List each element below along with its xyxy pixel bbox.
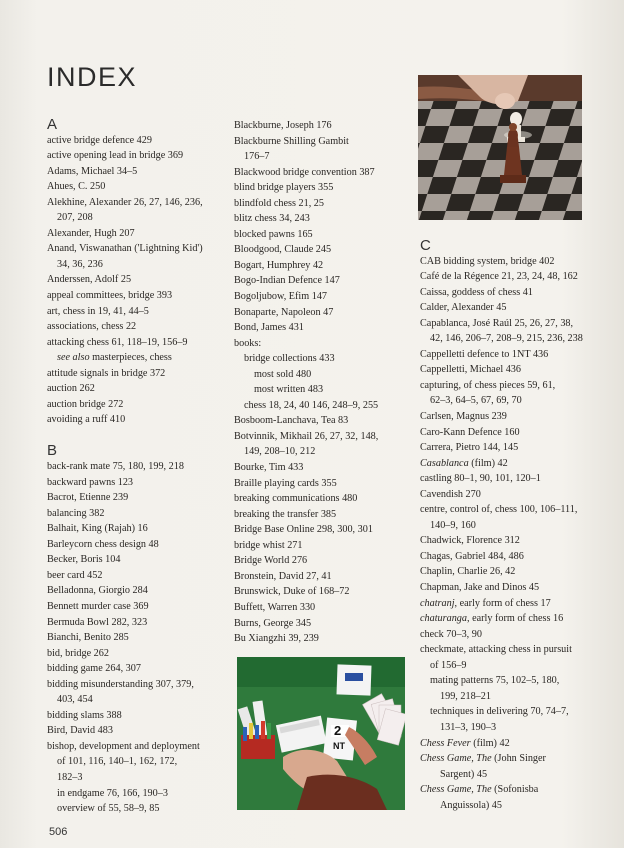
index-entry: balancing 382 xyxy=(47,507,105,519)
index-entry: Burns, George 345 xyxy=(234,617,312,629)
index-entry: associations, chess 22 xyxy=(47,321,137,333)
index-entry: avoiding a ruff 410 xyxy=(47,414,126,426)
index-entry-text: masterpieces, chess xyxy=(89,352,172,364)
index-entry xyxy=(420,782,610,798)
index-entry-continuation: 140–9, 160 xyxy=(430,519,476,531)
index-entry: Cavendish 270 xyxy=(420,488,481,500)
index-entry-italic: Chess Game, The xyxy=(420,784,492,796)
index-entry: centre, control of, chess 100, 106–111, xyxy=(420,504,578,516)
index-subentry: chess 18, 24, 40 146, 248–9, 255 xyxy=(244,399,379,411)
section-letter: A xyxy=(47,116,58,133)
index-subentry: most sold 480 xyxy=(254,368,312,380)
index-entry: blocked pawns 165 xyxy=(234,228,313,240)
index-subentry: in endgame 76, 166, 190–3 xyxy=(57,787,168,799)
index-entry: blindfold chess 21, 25 xyxy=(234,197,324,209)
index-entry: blitz chess 34, 243 xyxy=(234,213,310,225)
section-letter: C xyxy=(420,237,431,254)
index-entry xyxy=(420,751,610,767)
index-entry xyxy=(47,350,225,366)
index-subentry: mating patterns 75, 102–5, 180, xyxy=(430,675,560,687)
index-entry: auction bridge 272 xyxy=(47,398,124,410)
index-column-3 xyxy=(420,238,610,813)
index-entry-italic: chatranj xyxy=(420,597,455,609)
index-entry: Balhait, King (Rajah) 16 xyxy=(47,523,148,535)
index-entry: Bird, David 483 xyxy=(47,725,113,737)
index-entry: Bond, James 431 xyxy=(234,322,304,334)
index-entry: backward pawns 123 xyxy=(47,476,134,488)
index-entry: Becker, Boris 104 xyxy=(47,554,121,566)
index-entry-text: (film) 42 xyxy=(470,737,510,749)
index-entry: blind bridge players 355 xyxy=(234,182,334,194)
index-entry-text: , early form of chess 17 xyxy=(454,597,551,609)
index-entry: Carlsen, Magnus 239 xyxy=(420,411,507,423)
index-entry: Chagas, Gabriel 484, 486 xyxy=(420,550,524,562)
index-entry: bidding game 264, 307 xyxy=(47,663,141,675)
index-entry-italic: see also xyxy=(57,352,90,364)
index-entry: capturing, of chess pieces 59, 61, xyxy=(420,379,556,391)
index-entry: Barleycorn chess design 48 xyxy=(47,538,159,550)
index-entry: Bogoljubow, Efim 147 xyxy=(234,291,328,303)
index-entry: books: xyxy=(234,337,262,349)
page-number: 506 xyxy=(49,826,68,838)
index-entry: bidding misunderstanding 307, 379, xyxy=(47,678,194,690)
index-entry: back-rank mate 75, 180, 199, 218 xyxy=(47,461,184,473)
index-entry: Carrera, Pietro 144, 145 xyxy=(420,442,519,454)
index-entry: bid, bridge 262 xyxy=(47,647,109,659)
index-entry-italic: Chess Game, The xyxy=(420,753,492,765)
index-entry: bridge whist 271 xyxy=(234,539,303,551)
index-column-2 xyxy=(234,118,416,647)
index-subentry: overview of 55, 58–9, 85 xyxy=(57,803,160,815)
index-entry: CAB bidding system, bridge 402 xyxy=(420,255,555,267)
index-entry: art, chess in 19, 41, 44–5 xyxy=(47,305,149,317)
bridge-photo xyxy=(237,657,405,810)
index-entry: Bennett murder case 369 xyxy=(47,600,149,612)
index-entry: Chaplin, Charlie 26, 42 xyxy=(420,566,516,578)
index-entry: beer card 452 xyxy=(47,569,103,581)
index-entry: Blackburne Shilling Gambit xyxy=(234,135,349,147)
index-entry: Caissa, goddess of chess 41 xyxy=(420,286,533,298)
index-entry-continuation: Sargent) 45 xyxy=(440,768,488,780)
index-entry-continuation: of 101, 116, 140–1, 162, 172, xyxy=(57,756,178,768)
index-subentry: bridge collections 433 xyxy=(244,353,335,365)
index-entry-text: (John Singer xyxy=(491,753,546,765)
index-entry: Blackwood bridge convention 387 xyxy=(234,166,375,178)
section-gap xyxy=(47,428,225,444)
index-entry: attacking chess 61, 118–19, 156–9 xyxy=(47,336,188,348)
index-entry: Caro-Kann Defence 160 xyxy=(420,426,520,438)
index-entry: Anderssen, Adolf 25 xyxy=(47,274,132,286)
section-letter: B xyxy=(47,442,58,460)
index-entry-continuation: 403, 454 xyxy=(57,694,93,706)
index-entry: Chapman, Jake and Dinos 45 xyxy=(420,582,540,594)
index-entry: Bianchi, Benito 285 xyxy=(47,632,129,644)
index-entry: Bridge World 276 xyxy=(234,555,308,567)
index-entry: Cappelletti defence to 1NT 436 xyxy=(420,348,549,360)
index-entry: Buffett, Warren 330 xyxy=(234,601,316,613)
index-subentry: most written 483 xyxy=(254,384,324,396)
index-subentry: techniques in delivering 70, 74–7, xyxy=(430,706,569,718)
index-entry: Bogart, Humphrey 42 xyxy=(234,259,324,271)
index-entry: Alekhine, Alexander 26, 27, 146, 236, xyxy=(47,196,203,208)
index-entry: active opening lead in bridge 369 xyxy=(47,150,184,162)
index-entry-text: (film) 42 xyxy=(468,457,508,469)
svg-text:2: 2 xyxy=(334,723,342,738)
index-entry-italic: Chess Fever xyxy=(420,737,471,749)
index-entry-continuation: Anguissola) 45 xyxy=(440,799,502,811)
index-entry: Braille playing cards 355 xyxy=(234,477,337,489)
index-entry: Brunswick, Duke of 168–72 xyxy=(234,586,350,598)
index-entry: Bu Xiangzhi 39, 239 xyxy=(234,633,319,645)
index-entry: Chadwick, Florence 312 xyxy=(420,535,520,547)
index-entry: Bogo-Indian Defence 147 xyxy=(234,275,340,287)
index-entry: auction 262 xyxy=(47,383,95,395)
index-entry: Anand, Viswanathan ('Lightning Kid') xyxy=(47,243,203,255)
index-entry-continuation: 42, 146, 206–7, 208–9, 215, 236, 238 xyxy=(430,333,583,345)
index-entry: appeal committees, bridge 393 xyxy=(47,290,173,302)
index-entry: Bermuda Bowl 282, 323 xyxy=(47,616,148,628)
index-entry-continuation: 149, 208–10, 212 xyxy=(244,446,316,458)
index-entry: Bourke, Tim 433 xyxy=(234,462,304,474)
index-entry: Bloodgood, Claude 245 xyxy=(234,244,332,256)
index-entry-text: (Sofonisba xyxy=(491,784,539,796)
index-entry: active bridge defence 429 xyxy=(47,134,152,146)
index-entry xyxy=(420,611,610,627)
index-entry: Botvinnik, Mikhail 26, 27, 32, 148, xyxy=(234,430,379,442)
index-entry: attitude signals in bridge 372 xyxy=(47,367,166,379)
index-entry: Ahues, C. 250 xyxy=(47,181,106,193)
index-entry: check 70–3, 90 xyxy=(420,628,482,640)
index-entry: Bonaparte, Napoleon 47 xyxy=(234,306,334,318)
index-entry: Blackburne, Joseph 176 xyxy=(234,120,332,131)
index-entry: checkmate, attacking chess in pursuit xyxy=(420,644,572,656)
index-entry-italic: chaturanga xyxy=(420,613,467,625)
chess-photo xyxy=(418,75,582,220)
index-entry: Bosboom-Lanchava, Tea 83 xyxy=(234,415,349,427)
index-entry-continuation: 131–3, 190–3 xyxy=(440,721,497,733)
index-entry: Bronstein, David 27, 41 xyxy=(234,570,332,582)
index-entry-italic: Casablanca xyxy=(420,457,469,469)
index-entry: bidding slams 388 xyxy=(47,709,122,721)
index-entry: bishop, development and deployment xyxy=(47,740,200,752)
index-column-1 xyxy=(47,117,225,817)
index-entry-continuation: 182–3 xyxy=(57,771,83,783)
index-entry-continuation: of 156–9 xyxy=(430,659,467,671)
svg-text:NT: NT xyxy=(333,741,345,751)
index-entry: Adams, Michael 34–5 xyxy=(47,165,138,177)
index-entry: Café de la Régence 21, 23, 24, 48, 162 xyxy=(420,271,578,283)
index-entry: Bacrot, Etienne 239 xyxy=(47,492,129,504)
index-entry xyxy=(420,596,610,612)
index-entry-continuation: 62–3, 64–5, 67, 69, 70 xyxy=(430,395,522,407)
index-entry: Calder, Alexander 45 xyxy=(420,302,507,314)
index-entry: Cappelletti, Michael 436 xyxy=(420,364,521,376)
index-entry: Bridge Base Online 298, 300, 301 xyxy=(234,524,373,536)
index-entry-continuation: 176–7 xyxy=(244,151,270,163)
index-entry: castling 80–1, 90, 101, 120–1 xyxy=(420,473,541,485)
index-entry: Belladonna, Giorgio 284 xyxy=(47,585,148,597)
index-entry xyxy=(420,736,610,752)
index-entry: breaking the transfer 385 xyxy=(234,508,337,520)
index-entry-continuation: 199, 218–21 xyxy=(440,690,491,702)
index-entry: Alexander, Hugh 207 xyxy=(47,227,135,239)
index-entry: breaking communications 480 xyxy=(234,493,358,505)
index-entry: Capablanca, José Raúl 25, 26, 27, 38, xyxy=(420,317,574,329)
index-entry xyxy=(420,456,610,472)
index-entry-text: , early form of chess 16 xyxy=(466,613,564,625)
page-title: INDEX xyxy=(47,62,138,92)
index-entry-continuation: 34, 36, 236 xyxy=(57,258,103,270)
index-entry-continuation: 207, 208 xyxy=(57,212,93,224)
